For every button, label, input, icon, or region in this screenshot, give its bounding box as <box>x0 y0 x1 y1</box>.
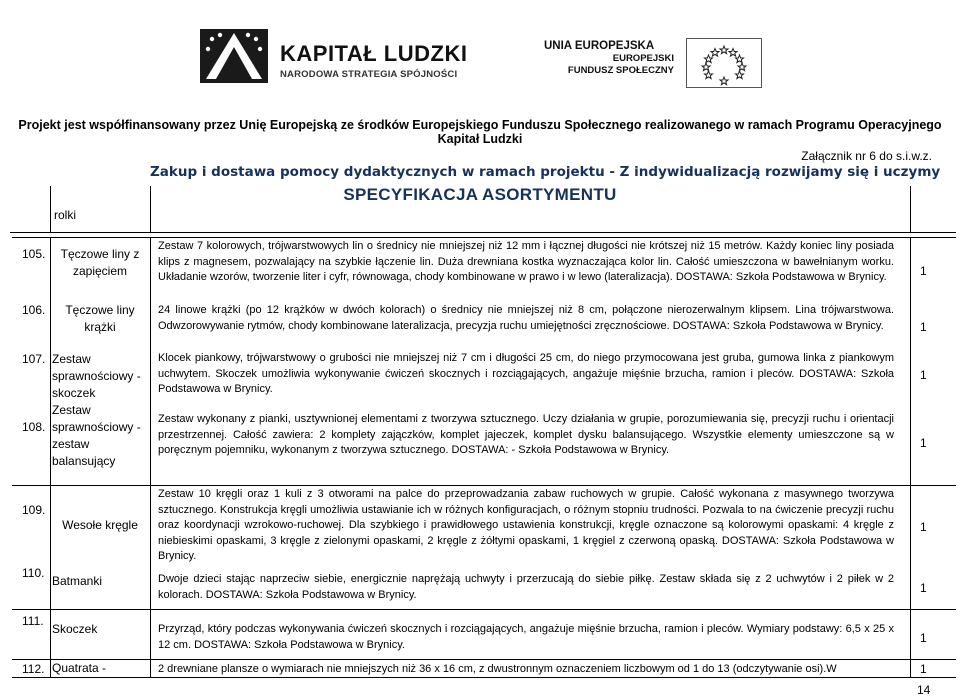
funding-statement <box>0 118 960 146</box>
item-name: Tęczowe liny krążki <box>65 303 135 334</box>
table-border <box>12 485 956 486</box>
table-border <box>150 186 151 233</box>
item-name: Tęczowe liny z zapięciem <box>60 247 140 278</box>
item-quantity: 1 <box>920 368 927 382</box>
kapital-ludzki-subtitle: NARODOWA STRATEGIA SPÓJNOŚCI <box>280 69 458 80</box>
eu-logo-line3: FUNDUSZ SPOŁECZNY <box>567 65 674 76</box>
item-name: Batmanki <box>52 574 103 588</box>
table-border <box>910 237 911 663</box>
eu-logo-line2: EUROPEJSKI <box>612 53 674 64</box>
item-name: Skoczek <box>52 622 98 636</box>
item-description: Zestaw 10 kręgli oraz 1 kuli z 3 otworami na palce do przeprowadzania zabaw ruchowych w grupie. Całość wykonana z masywnego tworzywa sztucznego. Konstrukcja kręgli umożliwia ustawianie ich w różnych konfiguracjach, o różnym stopniu trudności. Pozwala to na ćwiczenie precyzji ruchu oraz koordynacji wzrokowo-ruchowej. Dla szybkiego i prawidłowego ustawienia konstrukcji, kręgle oznaczone są kolorowymi opaskami: 4 kręgle z niebieskimi opaskami, 3 kręgle z zielonymi opaskami, 2 kręgle z żółtymi opaskami, 1 kręgiel z czerwoną opaską. DOSTAWA: Szkoła Podstawowa w Brynicy. <box>158 488 894 562</box>
item-quantity: 1 <box>920 320 927 334</box>
item-description: Zestaw 7 kolorowych, trójwarstwowych lin o średnicy nie mniejszej niż 12 mm i łącznej długości nie krótszej niż 15 metrów. Każdy koniec liny posiada klips z magnesem, pozwalający na szybkie łączenie lin. Duża drewniana kostka wyznaczająca kolor lin. Całość umieszczona w bawełnianym worku. Układanie wzorów, tworzenie liter i cyfr, równowaga, chody kombinowane w prawo i w lewo (lateralizacja). DOSTAWA: Szkoła Podstawowa w Brynicy. <box>158 240 894 283</box>
table-border <box>150 237 151 663</box>
item-name: Zestaw sprawnościowy - zestaw balansujący <box>52 403 141 468</box>
table-border <box>12 237 956 238</box>
item-quantity: 1 <box>920 520 927 534</box>
spec-title: SPECYFIKACJA ASORTYMENTU <box>343 185 617 204</box>
item-name: Wesołe kręgle <box>62 518 138 532</box>
funding-line-1: Projekt jest współfinansowany przez Unię Europejską ze środków Europejskiego Funduszu Społecznego realizowanego w ramach Programu Operacyjnego <box>18 118 942 132</box>
item-name: Zestaw sprawnościowy - skoczek <box>52 352 141 400</box>
annex-label: Załącznik nr 6 do s.i.w.z. <box>801 149 932 163</box>
item-description: 24 linowe krążki (po 12 krążków w dwóch kolorach) o średnicy nie mniejszej niż 8 cm, połączone nierozerwalnym klipsem. Lina trójwarstwowa. Odwzorowywanie rytmów, chody kombinowane lateralizacja, precyzja ruchu umiejętności zręcznościowe. DOSTAWA: Szkoła Podstawowa w Brynicy. <box>158 304 894 332</box>
eu-flag-icon <box>686 38 762 88</box>
table-border <box>50 659 51 677</box>
table-border <box>50 186 51 233</box>
page-number: 14 <box>917 683 931 697</box>
table-border <box>910 186 911 233</box>
eu-logo-line1: UNIA EUROPEJSKA <box>544 40 655 52</box>
item-description: 2 drewniane plansze o wymiarach nie mniejszych niż 36 x 16 cm, z dwustronnym oznaczeniem liczbowym od 1 do 13 (odczytywanie osi).W <box>158 663 837 675</box>
row-number: 110. <box>22 566 45 580</box>
item-quantity: 1 <box>920 581 927 595</box>
item-description: Dwoje dzieci stając naprzeciw siebie, energicznie naprężają uchwyty i przerzucają do siebie piłkę. Zestaw składa się z 2 uchwytów i 2 piłek w 2 kolorach. DOSTAWA: Szkoła Podstawowa w Brynicy. <box>158 573 894 601</box>
table-border <box>10 232 956 233</box>
row-number: 112. <box>22 662 45 676</box>
item-description: Zestaw wykonany z pianki, usztywnionej elementami z tworzywa sztucznego. Uczy działania w grupie, porozumiewania się, precyzji ruchu i orientacji przestrzennej. Całość zawiera: 2 komplety zajączków, komplet jajeczek, komplet dysku balansującego. Wszystkie elementy umieszczone są w poręcznym pojemniku, wykonanym z tworzywa sztucznego. DOSTAWA: - Szkoła Podstawowa w Brynicy. <box>158 413 894 456</box>
row-number: 108. <box>22 420 46 434</box>
item-description: Przyrząd, który podczas wykonywania ćwiczeń skocznych i rozciągających, angażuje mięśnie brzucha, ramion i pleców. Wymiary podstawy: 6,5 x 25 x 12 cm. DOSTAWA: Szkoła Podstawowa w Brynicy. <box>158 623 894 651</box>
kapital-ludzki-logo <box>196 25 496 87</box>
project-subject: Zakup i dostawa pomocy dydaktycznych w ramach projektu - Z indywidualizacją rozwijamy się i uczymy <box>150 164 941 180</box>
row-number: 111. <box>22 614 44 628</box>
item-name: Quatrata - <box>52 661 107 675</box>
item-quantity: 1 <box>920 436 927 450</box>
header-fragment: rolki <box>54 208 77 222</box>
kapital-ludzki-emblem-icon <box>196 25 272 87</box>
table-border <box>150 659 151 677</box>
item-description: Klocek piankowy, trójwarstwowy o grubości nie mniejszej niż 7 cm i długości 25 cm, do niego przymocowana jest gruba, gumowa linka z piankowym uchwytem. Skoczek umożliwia wykonywanie ćwiczeń skocznych i rozciągających, angażuje mięśnie brzucha, ramion i pleców. DOSTAWA: Szkoła Podstawowa w Brynicy. <box>158 352 894 395</box>
row-number: 107. <box>22 352 46 366</box>
item-quantity: 1 <box>920 662 927 676</box>
item-quantity: 1 <box>920 631 927 645</box>
kapital-ludzki-title: KAPITAŁ LUDZKI <box>280 41 468 66</box>
row-number: 105. <box>22 247 46 261</box>
table-border <box>50 237 51 663</box>
row-number: 109. <box>22 503 46 517</box>
funding-line-2: Kapitał Ludzki <box>437 132 523 146</box>
eu-logo <box>544 38 768 88</box>
item-quantity: 1 <box>920 264 927 278</box>
table-border <box>12 659 956 660</box>
row-number: 106. <box>22 303 46 317</box>
table-border <box>910 659 911 677</box>
table-border <box>12 609 956 610</box>
